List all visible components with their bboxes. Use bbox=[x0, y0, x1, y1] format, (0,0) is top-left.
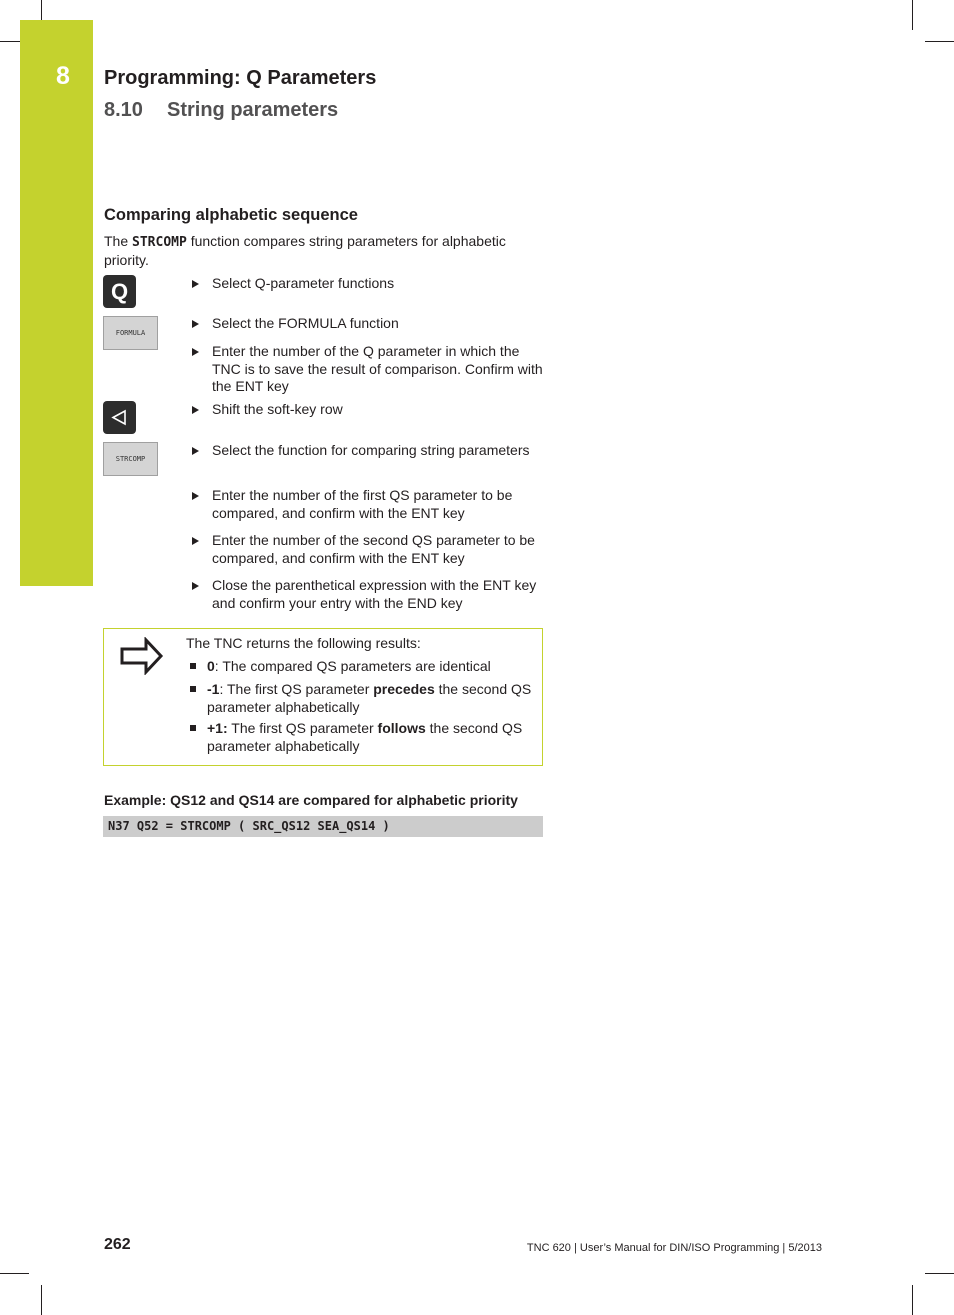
triangle-bullet-icon bbox=[192, 537, 199, 545]
result-text: : The first QS parameter bbox=[219, 681, 374, 697]
intro-text: The bbox=[104, 233, 133, 249]
step-text: Enter the number of the first QS parameter to be compared, and confirm with the ENT key bbox=[212, 487, 513, 521]
section-name: String parameters bbox=[167, 99, 339, 121]
subsection-heading: Comparing alphabetic sequence bbox=[104, 206, 358, 224]
step-text: Enter the number of the second QS parameter to be compared, and confirm with the ENT key bbox=[212, 532, 535, 566]
result-value: 0 bbox=[207, 658, 215, 674]
q-key-icon: Q bbox=[103, 275, 136, 308]
intro-text: function compares string parameters for alphabetic priority. bbox=[104, 233, 506, 268]
shift-softkey-row-icon bbox=[103, 401, 136, 434]
step-text: Close the parenthetical expression with the ENT key and confirm your entry with the END key bbox=[212, 577, 537, 611]
triangle-bullet-icon bbox=[192, 447, 199, 455]
intro-paragraph bbox=[104, 233, 544, 269]
crop-mark bbox=[912, 1285, 913, 1315]
result-item bbox=[207, 681, 537, 716]
crop-mark bbox=[41, 1285, 42, 1315]
note-intro: The TNC returns the following results: bbox=[186, 635, 421, 651]
crop-mark bbox=[925, 1273, 954, 1274]
step-item bbox=[212, 442, 544, 460]
section-title bbox=[104, 99, 338, 122]
step-item bbox=[212, 487, 544, 522]
result-text: the second QS parameter alphabetically bbox=[207, 681, 532, 715]
footer-text: TNC 620 | User’s Manual for DIN/ISO Programming | 5/2013 bbox=[526, 1242, 822, 1254]
triangle-bullet-icon bbox=[192, 348, 199, 356]
result-item bbox=[207, 720, 537, 755]
triangle-bullet-icon bbox=[192, 492, 199, 500]
page-number: 262 bbox=[104, 1236, 131, 1253]
strcomp-softkey-icon: STRCOMP bbox=[103, 442, 158, 476]
intro-code: STRCOMP bbox=[132, 235, 187, 250]
triangle-bullet-icon bbox=[192, 280, 199, 288]
crop-mark bbox=[912, 0, 913, 30]
crop-mark bbox=[0, 41, 20, 42]
chapter-number: 8 bbox=[56, 62, 70, 90]
result-keyword: follows bbox=[377, 720, 426, 736]
result-item bbox=[207, 658, 537, 676]
step-text: Shift the soft-key row bbox=[212, 401, 343, 417]
crop-mark bbox=[0, 1273, 29, 1274]
example-heading: Example: QS12 and QS14 are compared for alphabetic priority bbox=[104, 792, 518, 808]
example-code: N37 Q52 = STRCOMP ( SRC_QS12 SEA_QS14 ) bbox=[103, 816, 543, 837]
note-box bbox=[103, 628, 543, 766]
triangle-bullet-icon bbox=[192, 406, 199, 414]
result-text: : The compared QS parameters are identical bbox=[214, 658, 491, 674]
result-value: -1 bbox=[207, 681, 220, 697]
step-item bbox=[212, 577, 544, 612]
crop-mark bbox=[925, 41, 954, 42]
square-bullet-icon bbox=[190, 686, 196, 692]
step-text: Select the FORMULA function bbox=[212, 315, 399, 331]
step-text: Enter the number of the Q parameter in which the TNC is to save the result of comparison. Confirm with the ENT key bbox=[212, 343, 543, 394]
step-item bbox=[212, 401, 544, 419]
result-text: the second QS parameter alphabetically bbox=[207, 720, 523, 754]
triangle-bullet-icon bbox=[192, 582, 199, 590]
crop-mark bbox=[41, 0, 42, 20]
chapter-tab bbox=[20, 20, 93, 586]
step-text: Select the function for comparing string parameters bbox=[212, 442, 530, 458]
square-bullet-icon bbox=[190, 725, 196, 731]
result-text: The first QS parameter bbox=[227, 720, 378, 736]
section-number: 8.10 bbox=[104, 99, 143, 121]
result-value: +1: bbox=[207, 720, 228, 736]
step-item bbox=[212, 532, 544, 567]
chapter-title: Programming: Q Parameters bbox=[104, 67, 377, 89]
step-item bbox=[212, 275, 544, 293]
step-text: Select Q-parameter functions bbox=[212, 275, 395, 291]
note-arrow-icon bbox=[120, 637, 164, 675]
square-bullet-icon bbox=[190, 663, 196, 669]
formula-softkey-icon: FORMULA bbox=[103, 316, 158, 350]
step-item bbox=[212, 315, 544, 333]
result-keyword: precedes bbox=[373, 681, 435, 697]
step-item bbox=[212, 343, 544, 396]
triangle-bullet-icon bbox=[192, 320, 199, 328]
